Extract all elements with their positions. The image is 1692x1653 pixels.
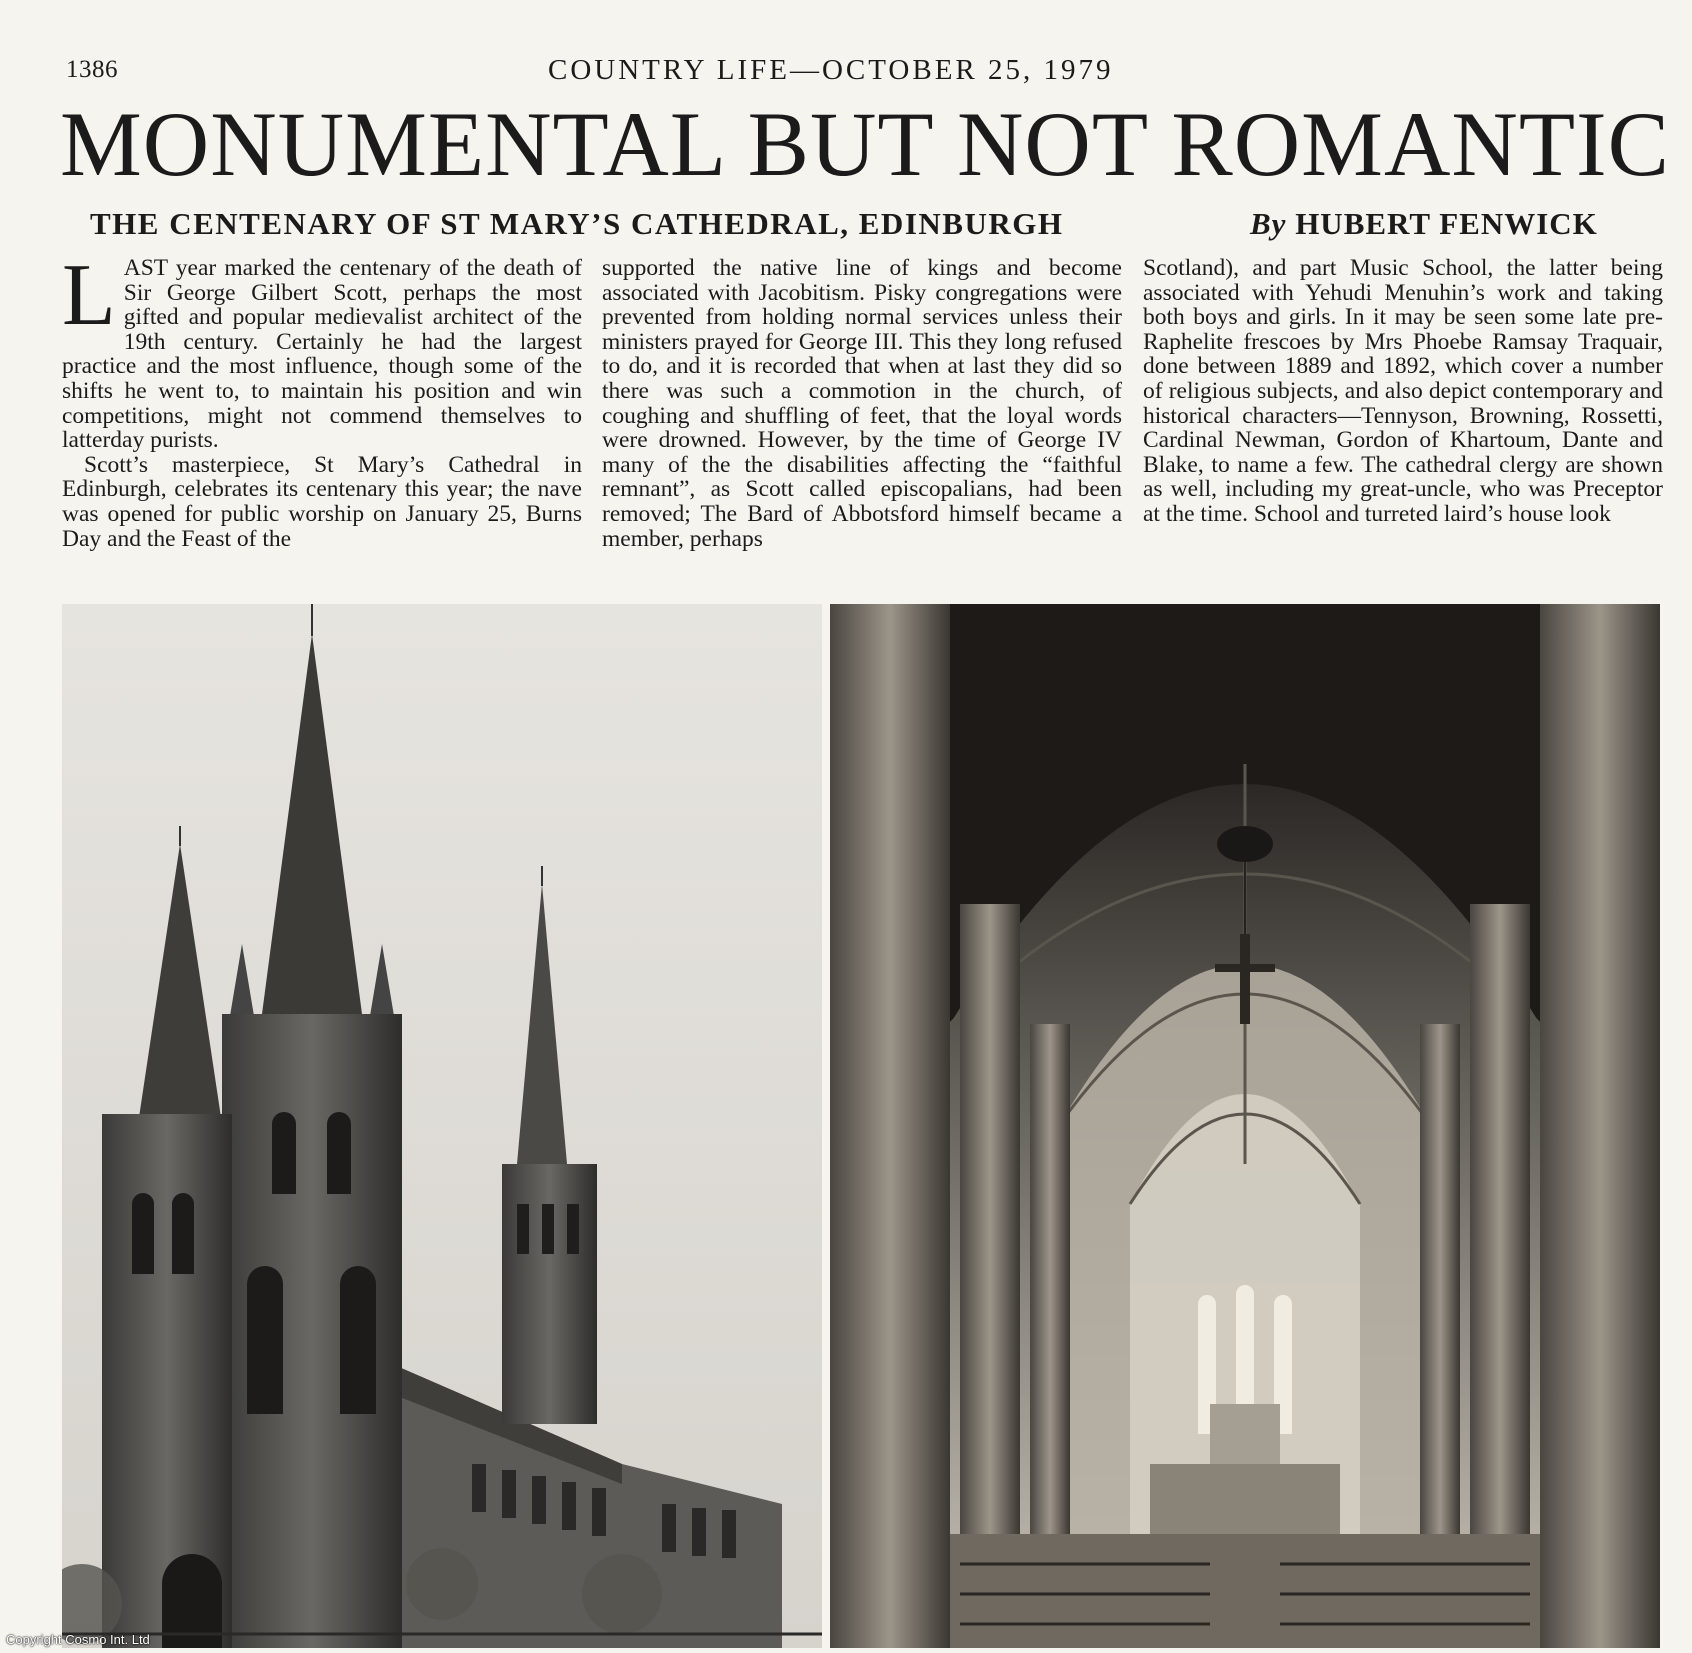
article-column-1 <box>62 247 582 552</box>
page-number: 1386 <box>66 56 118 83</box>
paragraph: Scotland), and part Music School, the latter being associated with Yehudi Menuhin’s work and taking both boys and girls. In it may be seen some late pre-Raphelite frescoes by Mrs Phoebe Ramsay Traquair, done between 1889 and 1892, which cover a number of religious subjects, and also depict contemporary and historical characters—Tennyson, Browning, Rossetti, Cardinal Newman, Gordon of Khartoum, Dante and Blake, to name a few. The cathedral clergy are shown as well, including my great-uncle, who was Preceptor at the time. School and turreted laird’s house look <box>1143 255 1663 527</box>
cathedral-exterior-illustration <box>62 604 822 1648</box>
photo-cathedral-interior <box>830 604 1660 1648</box>
photo-cathedral-exterior <box>62 604 822 1648</box>
byline-author: HUBERT FENWICK <box>1295 206 1598 241</box>
headline: MONUMENTAL BUT NOT ROMANTIC <box>60 93 1671 195</box>
subheadline: THE CENTENARY OF ST MARY’S CATHEDRAL, EDINBURGH <box>90 206 1064 241</box>
cathedral-interior-illustration <box>830 604 1660 1648</box>
copyright-watermark: Copyright Cosmo Int. Ltd <box>6 1632 150 1647</box>
paragraph <box>62 247 582 454</box>
byline <box>1250 206 1598 242</box>
paragraph: Scott’s masterpiece, St Mary’s Cathedral in Edinburgh, celebrates its centenary this year; the nave was opened for public worship on January 25, Burns Day and the Feast of the <box>62 451 582 552</box>
paragraph: supported the native line of kings and become associated with Jacobitism. Pisky congregations were prevented from holding normal services unless their ministers prayed for George III. This they long refused to do, and it is recorded that when at last they did so there was such a commotion in the church, of coughing and shuffling of feet, that the loyal words were drowned. However, by the time of George IV many of the the disabilities affecting the “faithful remnant”, as Scott called episcopalians, had been removed; The Bard of Abbotsford himself became a member, perhaps <box>602 255 1122 552</box>
byline-prefix: By <box>1250 206 1287 241</box>
running-head: COUNTRY LIFE—OCTOBER 25, 1979 <box>548 54 1114 86</box>
dropcap: L <box>62 247 116 344</box>
article-column-3 <box>1143 256 1663 527</box>
paragraph-text: AST year marked the centenary of the death of Sir George Gilbert Scott, perhaps the most gifted and popular medievalist architect of the 19th century. Certainly he had the largest practice and the most influence, though some of the shifts he went to, to maintain his position and win competitions, might not commend themselves to latterday purists. <box>62 255 582 454</box>
article-column-2 <box>602 256 1122 551</box>
